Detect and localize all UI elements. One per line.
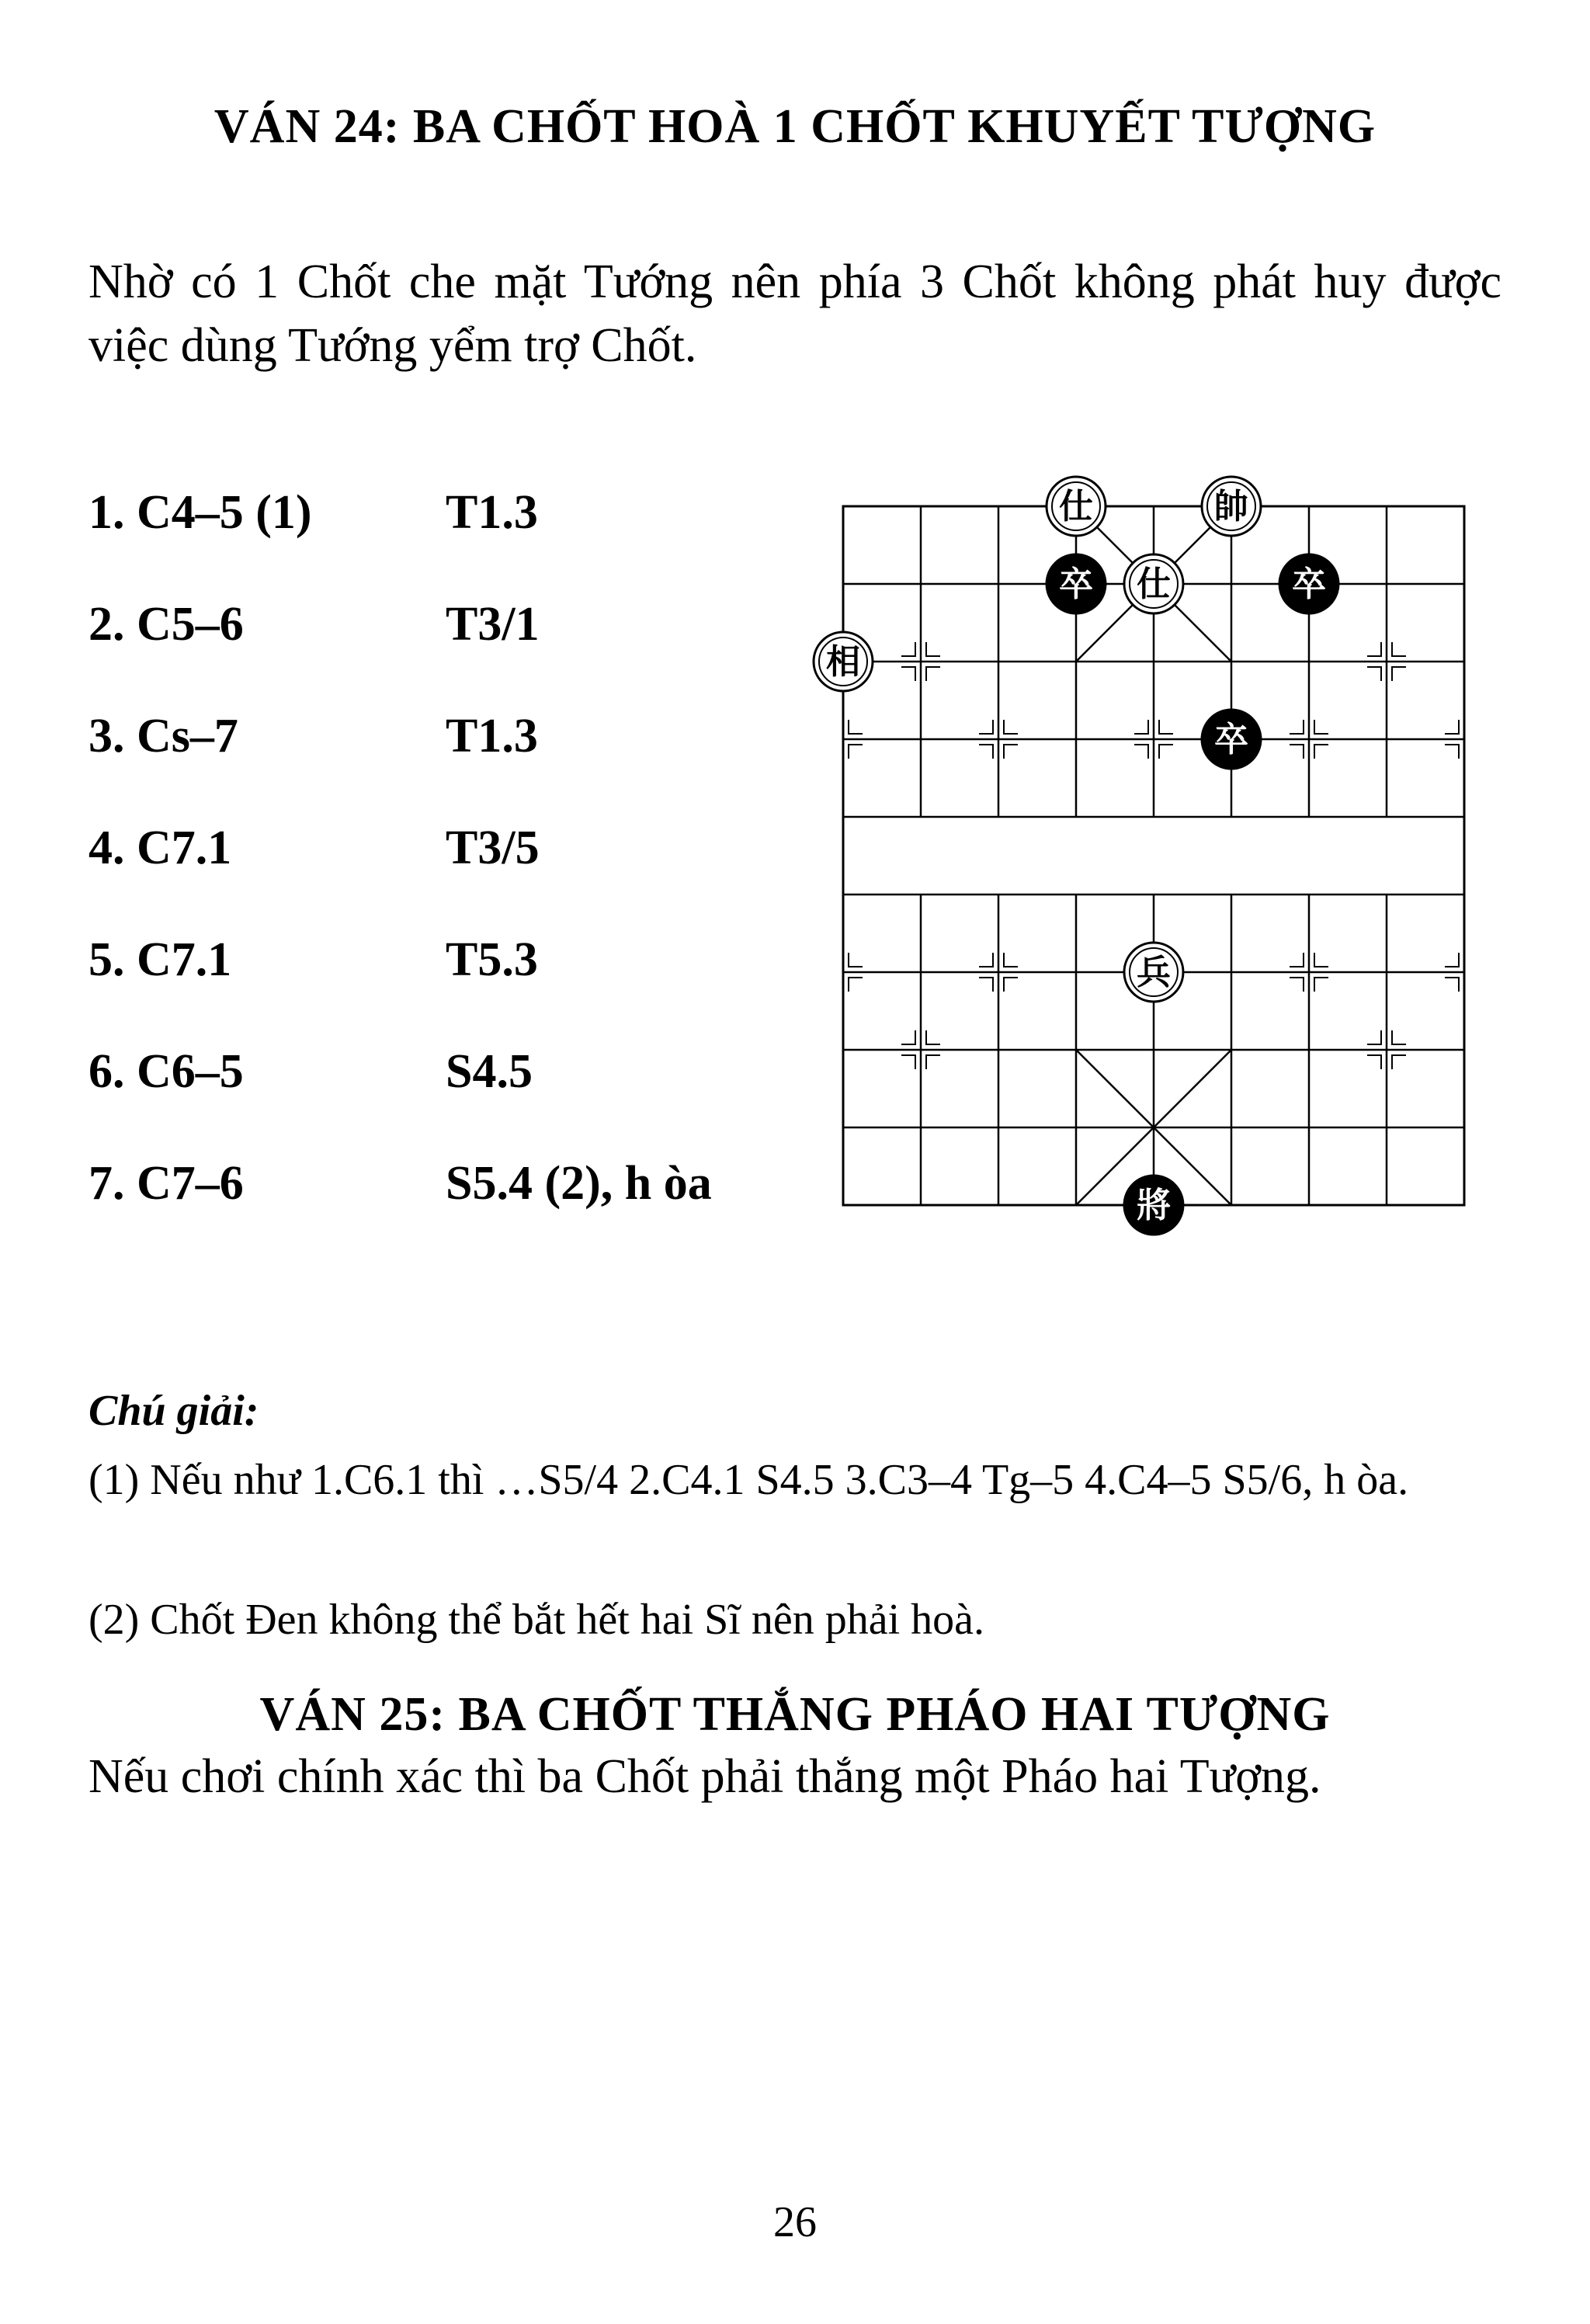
position-marker xyxy=(1004,978,1018,992)
move-black: S4.5 xyxy=(446,1045,533,1098)
move-black: T1.3 xyxy=(446,710,538,763)
page-number: 26 xyxy=(773,2198,817,2246)
position-marker xyxy=(1367,1055,1381,1069)
position-marker xyxy=(926,667,940,681)
position-marker xyxy=(1367,1030,1381,1044)
move-white: 7. C7–6 xyxy=(89,1157,244,1210)
move-white: 5. C7.1 xyxy=(89,933,232,986)
note-2: (2) Chốt Đen không thể bắt hết hai Sĩ nên phải hoà. xyxy=(89,1596,984,1644)
position-marker xyxy=(979,978,993,992)
position-marker xyxy=(1314,953,1328,967)
piece-label: 卒 xyxy=(1292,564,1326,604)
piece-label: 仕 xyxy=(1137,564,1171,604)
move-row xyxy=(89,709,787,821)
section2-title: VÁN 25: BA CHỐT THẮNG PHÁO HAI TƯỢNG xyxy=(259,1688,1331,1741)
position-marker xyxy=(1392,1055,1406,1069)
move-white: 6. C6–5 xyxy=(89,1045,244,1098)
position-marker xyxy=(1445,978,1459,992)
move-row xyxy=(89,933,787,1044)
position-marker xyxy=(1004,953,1018,967)
position-marker xyxy=(901,1030,915,1044)
move-white: 3. Cs–7 xyxy=(89,710,238,763)
position-marker xyxy=(849,720,863,734)
position-marker xyxy=(926,642,940,656)
position-marker xyxy=(1445,745,1459,759)
position-marker xyxy=(979,720,993,734)
position-marker xyxy=(849,978,863,992)
piece-label: 仕 xyxy=(1059,487,1093,526)
position-marker xyxy=(1290,953,1304,967)
position-marker xyxy=(979,745,993,759)
position-marker xyxy=(1392,642,1406,656)
move-row xyxy=(89,485,787,597)
piece-label: 帥 xyxy=(1214,487,1248,526)
move-black: T3/1 xyxy=(446,598,540,651)
move-row xyxy=(89,821,787,933)
position-marker xyxy=(1290,745,1304,759)
section1-intro: Nhờ có 1 Chốt che mặt Tướng nên phía 3 Chốt không phát huy được việc dùng Tướng yểm trợ Chốt. xyxy=(89,255,1501,372)
position-marker xyxy=(1004,745,1018,759)
move-black: T3/5 xyxy=(446,822,540,874)
piece-label: 兵 xyxy=(1137,953,1171,992)
position-marker xyxy=(1314,745,1328,759)
piece-label: 相 xyxy=(826,642,860,682)
note-1: (1) Nếu như 1.C6.1 thì …S5/4 2.C4.1 S4.5 3.C3–4 Tg–5 4.C4–5 S5/6, h òa. xyxy=(89,1456,1409,1504)
move-list xyxy=(89,485,787,1268)
position-marker xyxy=(1367,667,1381,681)
position-marker xyxy=(1445,720,1459,734)
position-marker xyxy=(926,1030,940,1044)
move-white: 4. C7.1 xyxy=(89,822,232,874)
move-black: S5.4 (2), h òa xyxy=(446,1157,712,1210)
position-marker xyxy=(849,745,863,759)
piece-label: 卒 xyxy=(1214,720,1248,759)
position-marker xyxy=(1004,720,1018,734)
piece-label: 卒 xyxy=(1059,564,1093,604)
position-marker xyxy=(1290,978,1304,992)
position-marker xyxy=(1314,720,1328,734)
move-white: 1. C4–5 (1) xyxy=(89,486,312,539)
position-marker xyxy=(1445,953,1459,967)
position-marker xyxy=(1290,720,1304,734)
move-white: 2. C5–6 xyxy=(89,598,244,651)
position-marker xyxy=(849,953,863,967)
move-row xyxy=(89,1044,787,1156)
move-black: T5.3 xyxy=(446,933,538,986)
position-marker xyxy=(901,667,915,681)
position-marker xyxy=(1367,642,1381,656)
position-marker xyxy=(1159,745,1173,759)
position-marker xyxy=(926,1055,940,1069)
move-row xyxy=(89,597,787,709)
position-marker xyxy=(979,953,993,967)
position-marker xyxy=(1392,1030,1406,1044)
notes-heading: Chú giải: xyxy=(89,1387,259,1435)
position-marker xyxy=(901,1055,915,1069)
position-marker xyxy=(1159,720,1173,734)
position-marker xyxy=(1314,978,1328,992)
position-marker xyxy=(1134,745,1148,759)
piece-label: 將 xyxy=(1137,1186,1171,1225)
position-marker xyxy=(901,642,915,656)
move-black: T1.3 xyxy=(446,486,538,539)
position-marker xyxy=(1134,720,1148,734)
move-row xyxy=(89,1156,787,1268)
xiangqi-board xyxy=(800,458,1514,1289)
position-marker xyxy=(1392,667,1406,681)
section1-title: VÁN 24: BA CHỐT HOÀ 1 CHỐT KHUYẾT TƯỢNG xyxy=(214,100,1376,153)
section2-intro: Nếu chơi chính xác thì ba Chốt phải thắng một Pháo hai Tượng. xyxy=(89,1750,1321,1803)
